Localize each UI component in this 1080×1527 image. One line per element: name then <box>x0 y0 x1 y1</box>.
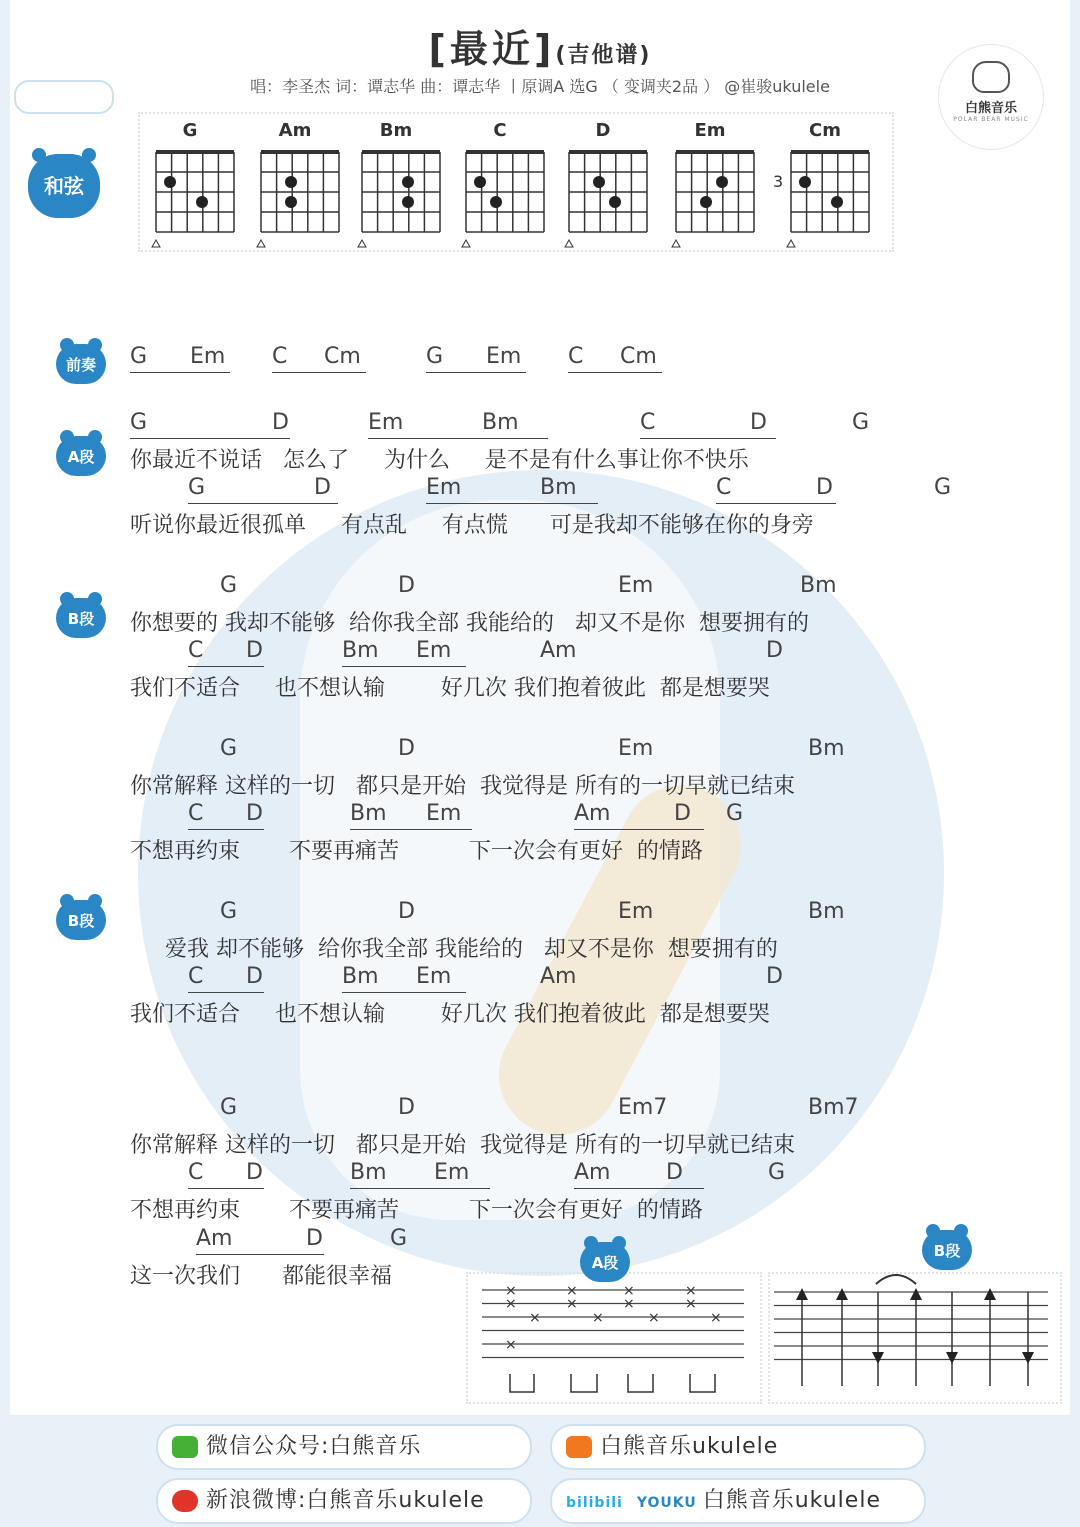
chord-label: Bm <box>482 410 519 435</box>
chord-label: D <box>398 1095 415 1120</box>
chord-label: G <box>768 1160 786 1185</box>
chord-label: G <box>934 475 952 500</box>
chord-label: G <box>390 1226 408 1251</box>
lyric-line: 你常解释 这样的一切 都只是开始 我觉得是 所有的一切早就已结束 <box>130 1133 795 1158</box>
wechat-icon <box>172 1436 198 1458</box>
strum-up-arrow <box>796 1288 808 1300</box>
chord-label: D <box>314 475 331 500</box>
chord-name: Am <box>278 120 312 141</box>
chord-label: C <box>640 410 656 435</box>
chord-label: Em <box>416 964 452 989</box>
chords-section-badge: 和弦 <box>28 154 100 218</box>
strum-up-arrow <box>984 1288 996 1300</box>
video-pill[interactable]: bilibili YOUKU 白熊音乐ukulele <box>550 1478 926 1524</box>
chord-name: D <box>595 120 611 141</box>
chord-label: Bm <box>342 638 379 663</box>
tab-a-badge: A段 <box>580 1242 630 1282</box>
chord-label: C <box>188 1160 204 1185</box>
weibo-icon <box>172 1490 198 1512</box>
chord-label: G <box>220 1095 238 1120</box>
lyric-line: 不想再约束 不要再痛苦 下一次会有更好 的情路 <box>130 1198 703 1223</box>
chord-label: G <box>852 410 870 435</box>
chord-label: G <box>188 475 206 500</box>
tab-x-mark: × <box>623 1283 635 1299</box>
tab-x-mark: × <box>623 1296 635 1312</box>
chord-label: Bm7 <box>808 1095 859 1120</box>
intro-chord: Em <box>486 344 522 369</box>
chord-label: Em <box>426 475 462 500</box>
chord-label: D <box>246 964 263 989</box>
chord-label: D <box>398 736 415 761</box>
chord-label: Em <box>426 801 462 826</box>
tab-x-mark: × <box>566 1283 578 1299</box>
strum-up-arrow <box>910 1288 922 1300</box>
lyric-line: 你想要的 我却不能够 给你我全部 我能给的 却又不是你 想要拥有的 <box>130 611 809 636</box>
chord-label: Bm <box>350 1160 387 1185</box>
chord-label: D <box>246 638 263 663</box>
taobao-icon <box>566 1436 592 1458</box>
lyric-line: 你最近不说话 怎么了 为什么 是不是有什么事让你不快乐 <box>130 448 749 473</box>
chord-label: D <box>816 475 833 500</box>
chord-label: G <box>726 801 744 826</box>
chord-label: D <box>272 410 289 435</box>
chord-label: Am <box>574 801 611 826</box>
chord-label: D <box>666 1160 683 1185</box>
chord-label: Am <box>196 1226 233 1251</box>
chord-label: D <box>766 964 783 989</box>
intro-badge: 前奏 <box>56 344 106 384</box>
intro-chord: Cm <box>620 344 657 369</box>
chord-label: Bm <box>800 573 837 598</box>
lyric-line: 我们不适合 也不想认输 好几次 我们抱着彼此 都是想要哭 <box>130 676 770 701</box>
intro-chord: C <box>568 344 584 369</box>
song-credits: 唱：李圣杰 词：谭志华 曲：谭志华 丨原调A 选G （ 变调夹2品 ） @崔骏ukulele <box>250 77 830 96</box>
tab-beam <box>690 1374 715 1392</box>
chord-name: C <box>493 120 507 141</box>
lyric-line: 你常解释 这样的一切 都只是开始 我觉得是 所有的一切早就已结束 <box>130 774 795 799</box>
chord-name: Em <box>694 120 726 141</box>
tab-x-mark: × <box>710 1310 722 1326</box>
intro-chord: Em <box>190 344 226 369</box>
chord-label: Em <box>618 899 654 924</box>
chord-label: D <box>246 1160 263 1185</box>
chord-label: D <box>750 410 767 435</box>
tab-beam <box>628 1374 653 1392</box>
intro-chord: G <box>426 344 444 369</box>
lyric-line: 不想再约束 不要再痛苦 下一次会有更好 的情路 <box>130 839 703 864</box>
section-a-badge: A段 <box>56 436 106 476</box>
tab-x-mark: × <box>592 1310 604 1326</box>
chord-label: Em <box>618 736 654 761</box>
strum-down-arrow <box>946 1352 958 1364</box>
chord-label: G <box>220 736 238 761</box>
taobao-pill[interactable]: 白熊音乐ukulele <box>550 1424 926 1470</box>
tab-beam <box>510 1374 534 1392</box>
tab-x-mark: × <box>685 1296 697 1312</box>
chord-label: D <box>306 1226 323 1251</box>
youku-logo: YOUKU <box>636 1495 697 1511</box>
chord-label: D <box>246 801 263 826</box>
chord-name: G <box>182 120 198 141</box>
tab-x-mark: × <box>648 1310 660 1326</box>
chord-label: G <box>220 573 238 598</box>
chord-label: D <box>674 801 691 826</box>
section-b-badge: B段 <box>56 598 106 638</box>
strum-up-arrow <box>836 1288 848 1300</box>
tab-x-mark: × <box>566 1296 578 1312</box>
capo-fret-number: 3 <box>773 172 784 191</box>
chord-name: Bm <box>379 120 413 141</box>
chord-label: Em <box>618 573 654 598</box>
section-b-repeat-badge: B段 <box>56 900 106 940</box>
page-title: [最近](吉他谱) <box>428 27 652 71</box>
tab-x-mark: × <box>505 1283 517 1299</box>
chord-label: Bm <box>350 801 387 826</box>
chord-label: G <box>220 899 238 924</box>
chord-label: D <box>398 573 415 598</box>
chord-label: C <box>188 801 204 826</box>
chord-label: Em <box>416 638 452 663</box>
intro-chord: C <box>272 344 288 369</box>
intro-chord: G <box>130 344 148 369</box>
lyric-line: 我们不适合 也不想认输 好几次 我们抱着彼此 都是想要哭 <box>130 1002 770 1027</box>
wechat-pill[interactable]: 微信公众号:白熊音乐 <box>156 1424 532 1470</box>
chord-name: Cm <box>809 120 841 141</box>
strum-down-arrow <box>1022 1352 1034 1364</box>
chord-label: D <box>398 899 415 924</box>
weibo-pill[interactable]: 新浪微博:白熊音乐ukulele <box>156 1478 532 1524</box>
chord-label: C <box>716 475 732 500</box>
chord-label: D <box>766 638 783 663</box>
chord-label: Em <box>434 1160 470 1185</box>
bilibili-logo: bilibili <box>566 1495 623 1511</box>
chord-label: Bm <box>808 899 845 924</box>
lyric-line: 这一次我们 都能很幸福 <box>130 1264 392 1289</box>
chord-label: C <box>188 964 204 989</box>
chord-label: Bm <box>540 475 577 500</box>
tab-x-mark: × <box>685 1283 697 1299</box>
tab-x-mark: × <box>529 1310 541 1326</box>
strum-down-arrow <box>872 1352 884 1364</box>
tie-arc <box>876 1275 916 1284</box>
tab-b-badge: B段 <box>922 1230 972 1270</box>
chord-label: Am <box>540 964 577 989</box>
tab-x-mark: × <box>505 1337 517 1353</box>
chord-label: C <box>188 638 204 663</box>
tab-beam <box>571 1374 597 1392</box>
intro-chord: Cm <box>324 344 361 369</box>
polar-bear-logo: 白熊音乐 POLAR BEAR MUSIC <box>938 44 1044 150</box>
chord-label: G <box>130 410 148 435</box>
chord-label: Bm <box>808 736 845 761</box>
chord-label: Em <box>368 410 404 435</box>
lyric-line: 听说你最近很孤单 有点乱 有点慌 可是我却不能够在你的身旁 <box>130 513 814 538</box>
tab-x-mark: × <box>505 1296 517 1312</box>
lyric-line: 爱我 却不能够 给你我全部 我能给的 却又不是你 想要拥有的 <box>130 937 778 962</box>
chord-label: Am <box>574 1160 611 1185</box>
chord-label: Am <box>540 638 577 663</box>
chord-label: Em7 <box>618 1095 668 1120</box>
chord-label: Bm <box>342 964 379 989</box>
